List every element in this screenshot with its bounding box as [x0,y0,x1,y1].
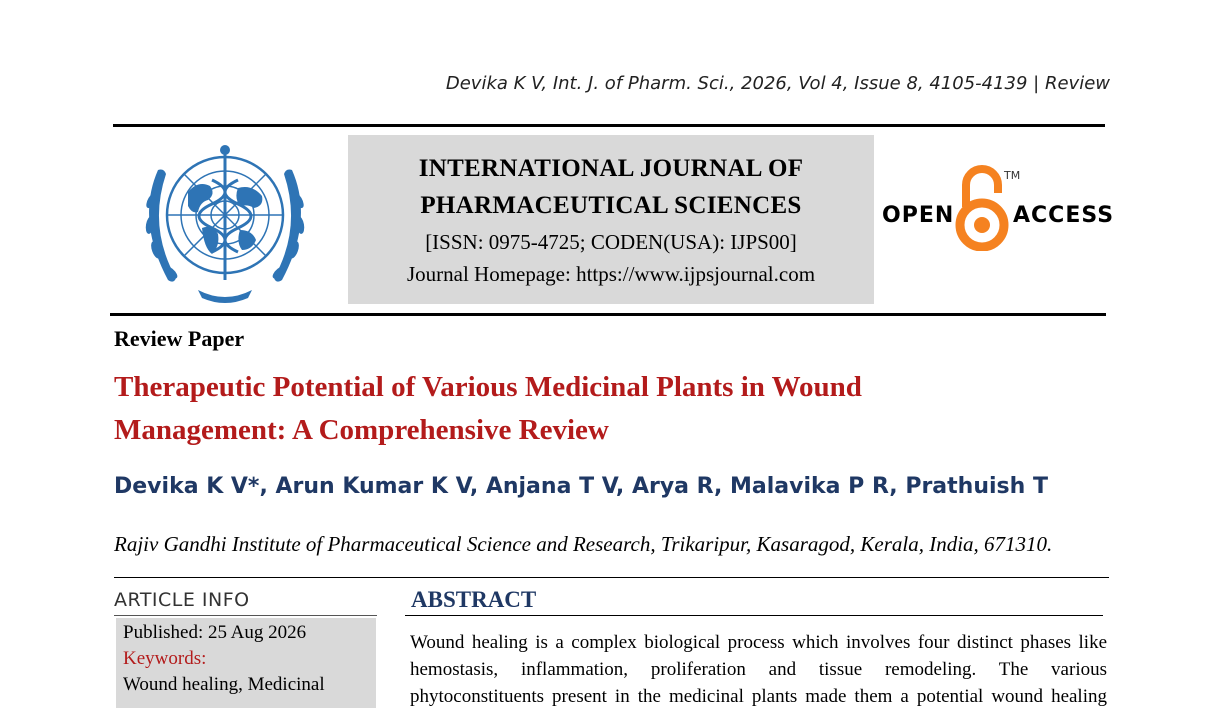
open-access-access-text: ACCESS [1013,203,1115,228]
open-access-logo [880,165,1115,255]
published-date: Published: 25 Aug 2026 [123,622,307,643]
header-top-rule [113,124,1105,127]
affiliation-rule [114,577,1109,578]
trademark-mark: TM [1004,169,1021,182]
keywords-list: Wound healing, Medicinal [123,674,325,695]
abstract-line: phytoconstituents present in the medicinal plants made them a potential wound healing [410,686,1107,707]
journal-issn: [ISSN: 0975-4725; CODEN(USA): IJPS00] [425,230,797,254]
paper-type: Review Paper [114,326,245,351]
open-access-lock-icon [954,165,1010,251]
paper-affiliation: Rajiv Gandhi Institute of Pharmaceutical Science and Research, Trikaripur, Kasaragod, Kerala, India, 671310. [114,532,1053,556]
header-bottom-rule [110,313,1106,316]
abstract-heading: ABSTRACT [411,587,537,612]
abstract-rule [405,615,1103,616]
journal-header-box [348,135,874,304]
journal-homepage-link[interactable]: Journal Homepage: https://www.ijpsjournal.com [406,262,816,286]
paper-title-line2: Management: A Comprehensive Review [114,414,609,446]
abstract-line: Wound healing is a complex biological process which involves four distinct phases like [410,632,1107,653]
abstract-line: hemostasis, inflammation, proliferation and tissue remodeling. The various [410,659,1107,680]
journal-name-line2: PHARMACEUTICAL SCIENCES [420,192,802,219]
keywords-label: Keywords: [123,648,207,669]
citation-header: Devika K V, Int. J. of Pharm. Sci., 2026, Vol 4, Issue 8, 4105-4139 | Review [445,73,1110,94]
globe-caduceus-emblem-icon [128,140,322,305]
article-info-heading: ARTICLE INFO [114,589,250,611]
open-access-open-text: OPEN [882,203,955,228]
paper-authors: Devika K V*, Arun Kumar K V, Anjana T V, Arya R, Malavika P R, Prathuish T [114,474,1048,499]
paper-title [114,366,1014,452]
journal-name-line1: INTERNATIONAL JOURNAL OF [418,155,804,182]
article-info-rule [114,615,377,616]
abstract-text [410,629,1107,710]
paper-title-line1: Therapeutic Potential of Various Medicinal Plants in Wound [114,371,862,403]
